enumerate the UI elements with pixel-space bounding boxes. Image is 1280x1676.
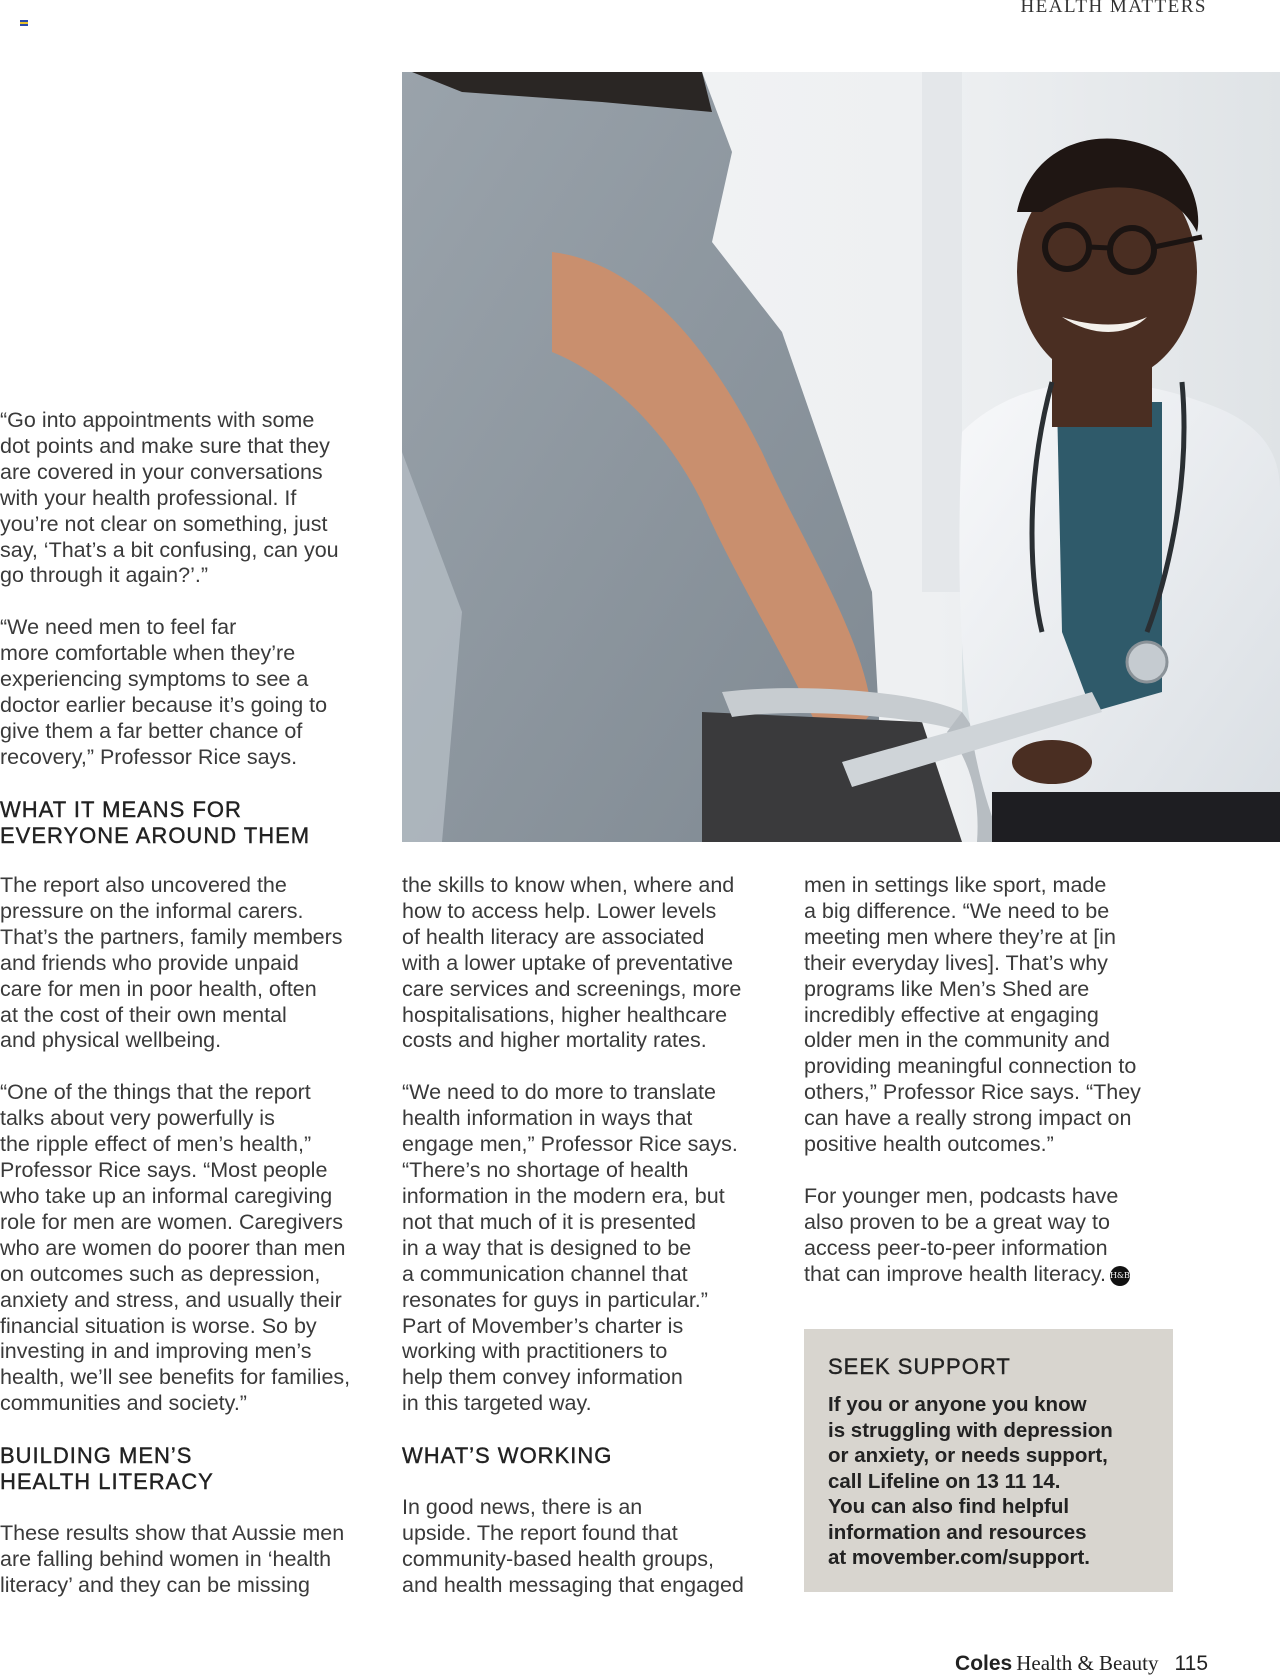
heading-what-it-means: WHAT IT MEANS FOR EVERYONE AROUND THEM	[0, 796, 311, 848]
paragraph: “We need men to feel far more comfortable when they’re experiencing symptoms to see a doctor earlier because it’s going to give them a far better chance of recovery,” Professor Rice says.	[0, 615, 328, 769]
paragraph: “We need to do more to translate health information in ways that engage men,” Professor Rice says. “There’s no shortage of health information in the modern era, but not that much of it is presented in a way that is designed to be a communication channel that resonates for guys in particular.” Part of Movember’s charter is working with practitioners to help them convey information in this targeted way.	[402, 1080, 738, 1416]
column-2	[402, 873, 782, 1625]
footer-brand: Coles	[955, 1652, 1013, 1675]
paragraph: “Go into appointments with some dot points and make sure that they are covered in your conversations with your health professional. If you’re not clear on something, just say, ‘That’s a bit confusing, can you go through it again?’.”	[0, 408, 339, 588]
paragraph: These results show that Aussie men are falling behind women in ‘health literacy’ and they can be missing	[0, 1521, 345, 1597]
paragraph: The report also uncovered the pressure on the informal carers. That’s the partners, family members and friends who provide unpaid care for men in poor health, often at the cost of their own mental and physical wellbeing.	[0, 873, 343, 1053]
doctor-patient-photo	[402, 72, 1280, 842]
paragraph-text: For younger men, podcasts have also proven to be a great way to access peer-to-peer information that can improve health literacy.	[804, 1183, 1119, 1286]
column-1-bottom	[0, 873, 380, 1625]
column-1-top	[0, 408, 380, 875]
support-body: If you or anyone you know is struggling with depression or anxiety, or needs support, call Lifeline on 13 11 14. You can also find helpful information and resources at movember.com/support.	[828, 1393, 1113, 1569]
photo-illustration	[402, 72, 1280, 842]
corner-mark-icon	[20, 20, 28, 26]
page-footer	[955, 1651, 1208, 1676]
end-mark-icon: H&B	[1110, 1266, 1130, 1286]
heading-building-literacy: BUILDING MEN’S HEALTH LITERACY	[0, 1443, 214, 1495]
paragraph	[804, 1184, 1184, 1288]
paragraph: “One of the things that the report talks about very powerfully is the ripple effect of men’s health,” Professor Rice says. “Most people who take up an informal caregiving role for men are women. Caregivers who are women do poorer than men on outcomes such as depression, anxiety and stress, and usually their financial situation is worse. So by investing in and improving men’s health, we’ll see benefits for families, communities and society.”	[0, 1080, 351, 1416]
paragraph: In good news, there is an upside. The report found that community-based health groups, and health messaging that engaged	[402, 1495, 744, 1597]
column-3	[804, 873, 1184, 1314]
section-header: HEALTH MATTERS	[1020, 0, 1207, 17]
footer-publication: Health & Beauty	[1016, 1651, 1159, 1675]
heading-whats-working: WHAT’S WORKING	[402, 1443, 613, 1469]
paragraph: men in settings like sport, made a big difference. “We need to be meeting men where they’re at [in their everyday lives]. That’s why programs like Men’s Shed are incredibly effective at engaging older men in the community and providing meaningful connection to others,” Professor Rice says. “They can have a really strong impact on positive health outcomes.”	[804, 873, 1141, 1157]
paragraph: the skills to know when, where and how to access help. Lower levels of health literacy are associated with a lower uptake of preventative care services and screenings, more hospitalisations, higher healthcare costs and higher mortality rates.	[402, 873, 742, 1053]
support-title: SEEK SUPPORT	[828, 1354, 1011, 1379]
seek-support-box	[804, 1329, 1173, 1592]
page-number: 115	[1174, 1652, 1208, 1675]
